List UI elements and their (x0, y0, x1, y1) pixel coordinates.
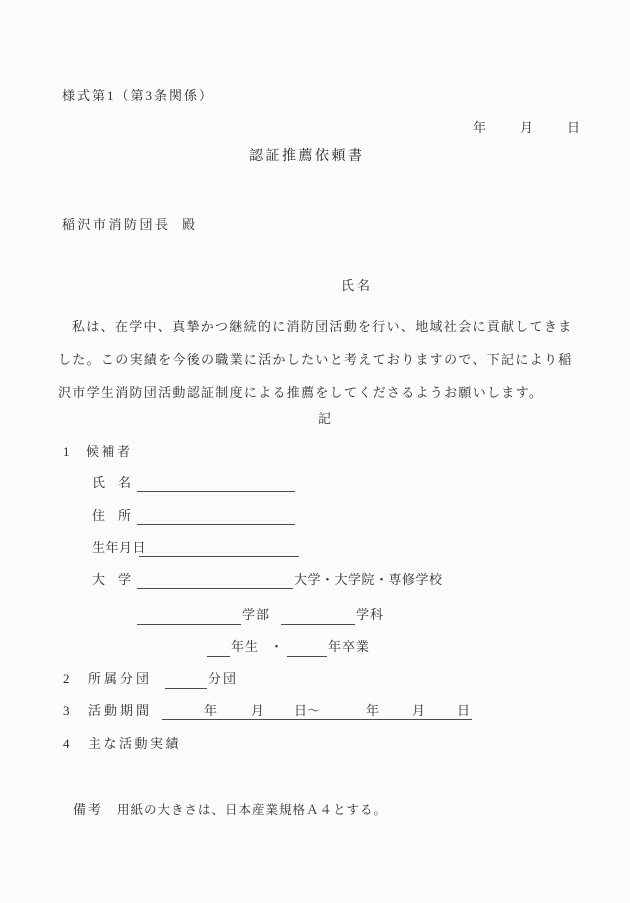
body-line-3: 沢市学生消防団活動認証制度による推薦をしてくださるようお願いします。 (58, 384, 544, 400)
department-blank-line (281, 624, 355, 625)
candidate-university-blank-line (137, 588, 293, 589)
body-line-1: 私は、在学中、真摯かつ継続的に消防団活動を行い、地域社会に貢献してきま (72, 319, 573, 334)
form-number: 様式第1（第3条関係） (62, 88, 215, 103)
department-suffix-label: 学科 (356, 607, 385, 622)
date-day-label: 日 (567, 120, 583, 135)
period-end-month-label: 月 (412, 703, 428, 718)
period-start-month-label: 月 (251, 703, 267, 718)
date-month-label: 月 (520, 120, 536, 135)
period-start-year-label: 年 (204, 703, 220, 718)
graduation-year-blank-line (287, 656, 327, 657)
record-marker: 記 (318, 411, 334, 426)
item4-title: 主な活動実績 (88, 736, 182, 751)
item1-title: 候補者 (86, 444, 133, 459)
candidate-address-label: 住 所 (92, 508, 132, 523)
item1-number: 1 (63, 444, 72, 459)
body-paragraph (58, 311, 573, 409)
addressee-name: 稲沢市消防団長 (62, 217, 171, 232)
division-suffix-label: 分団 (208, 671, 239, 686)
period-end-year-label: 年 (366, 703, 382, 718)
division-blank-line (165, 688, 207, 689)
candidate-birthdate-blank-line (139, 556, 299, 557)
grade-separator-dot: ・ (270, 639, 285, 654)
period-end-day-label: 日 (457, 703, 473, 718)
grade-suffix-label: 年生 (231, 639, 260, 654)
item3-number: 3 (63, 703, 72, 718)
note-label: 備考 (73, 802, 104, 817)
faculty-blank-line (137, 624, 241, 625)
graduation-suffix-label: 年卒業 (328, 639, 371, 654)
candidate-university-label: 大 学 (92, 572, 132, 587)
grade-blank-line (207, 656, 230, 657)
candidate-name-label: 氏 名 (92, 475, 132, 490)
activity-period-blank-line (162, 719, 472, 720)
signer-name-label: 氏名 (341, 278, 374, 293)
addressee-honorific: 殿 (182, 217, 198, 232)
note-text: 用紙の大きさは、日本産業規格Ａ４とする。 (117, 803, 388, 817)
item3-title: 活動期間 (88, 703, 153, 718)
candidate-address-blank-line (137, 524, 295, 525)
item2-title: 所属分団 (88, 671, 153, 686)
candidate-birthdate-label: 生年月日 (92, 540, 147, 555)
period-start-day-label: 日 (294, 703, 310, 718)
faculty-suffix-label: 学部 (242, 607, 271, 622)
body-line-2: した。この実績を今後の職業に活かしたいと考えておりますので、下記により稲 (58, 351, 573, 367)
item4-number: 4 (63, 736, 72, 751)
item2-number: 2 (63, 671, 72, 686)
date-year-label: 年 (473, 120, 489, 135)
candidate-university-suffix: 大学・大学院・専修学校 (294, 572, 443, 587)
period-tilde: ～ (307, 703, 323, 718)
candidate-name-blank-line (137, 491, 295, 492)
document-title: 認証推薦依頼書 (249, 149, 365, 164)
